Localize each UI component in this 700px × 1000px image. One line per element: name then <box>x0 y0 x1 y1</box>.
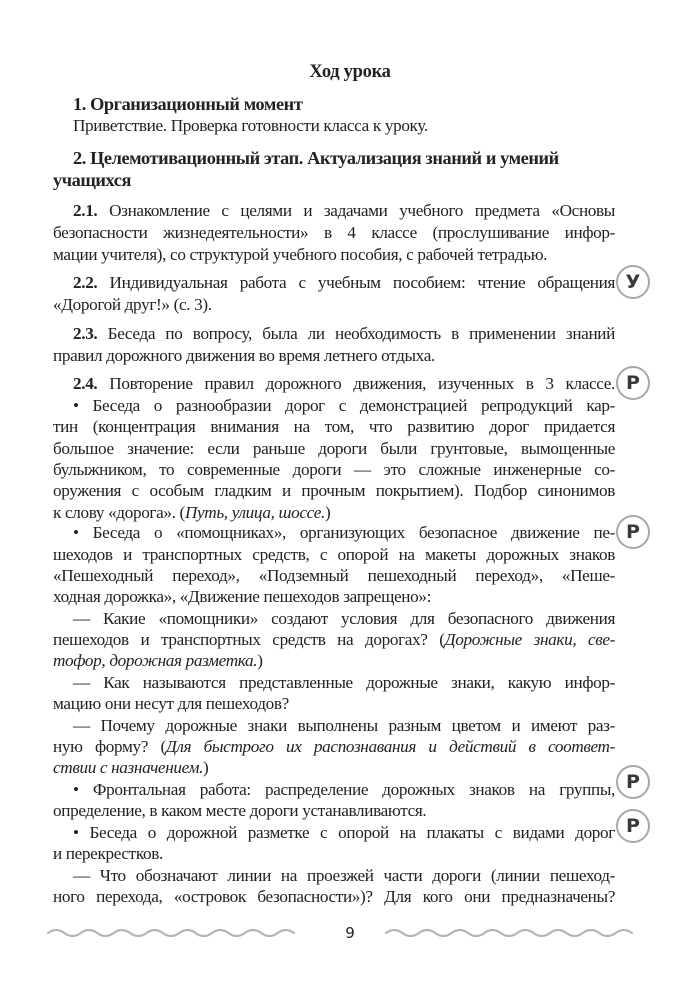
page-number: 9 <box>345 924 355 942</box>
text: Индивидуальная работа с учебным пособием: чтение обращения <box>97 273 615 292</box>
bullet-1-line: тин (концентрация внимания на том, что развитию дорог придается <box>53 417 615 436</box>
italic-answer: тофор, дорожная разметка. <box>53 651 258 670</box>
paragraph-2-1-line-3: мации учителя), со структурой учебного пособия, с рабочей тетрадью. <box>53 245 548 264</box>
bullet-2-line: «Пешеходный переход», «Подземный пешеходный переход», «Пеше- <box>53 566 615 585</box>
text: Повторение правил дорожного движения, изученных в 3 классе. <box>97 374 615 393</box>
paragraph-number: 2.2. <box>73 273 98 292</box>
question-4-line-2: ного перехода, «островок безопасности»)? Для кого они предназначены? <box>53 887 615 906</box>
badge-r-icon: Р <box>616 515 650 549</box>
question-4-line-1: — Что обозначают линии на проезжей части дороги (линии пешеход- <box>73 866 615 885</box>
page-title: Ход урока <box>309 62 391 82</box>
section-1-text: Приветствие. Проверка готовности класса к уроку. <box>73 116 428 135</box>
text: ) <box>324 503 331 522</box>
text: ную форму? ( <box>53 737 166 756</box>
question-1-line-1: — Какие «помощники» создают условия для безопасного движения <box>73 609 615 628</box>
bullet-4-line-1: • Беседа о дорожной разметке с опорой на плакаты с видами дорог <box>73 823 615 842</box>
question-3-line-1: — Почему дорожные знаки выполнены разным цветом и имеют раз- <box>73 716 615 735</box>
section-2-heading-line-2: учащихся <box>53 170 131 190</box>
question-2-line-1: — Как называются представленные дорожные знаки, какую инфор- <box>73 673 615 692</box>
badge-u-icon: У <box>616 265 650 299</box>
badge-r-icon: Р <box>616 366 650 400</box>
text: к слову «дорога». ( <box>53 503 185 522</box>
bullet-3-line-2: определение, в каком месте дороги устанавливаются. <box>53 801 427 820</box>
bullet-2-line: шеходов и транспортных средств, с опорой на макеты дорожных знаков <box>53 545 615 564</box>
paragraph-2-1-line-2: безопасности жизнедеятельности» в 4 классе (прослушивание инфор- <box>53 223 615 242</box>
italic-answer: Путь, улица, шоссе. <box>184 503 325 522</box>
bullet-1-line: булыжником, то современные дороги — это сложные инженерные со- <box>53 460 615 479</box>
bullet-3-line-1: • Фронтальная работа: распределение дорожных знаков на группы, <box>73 780 615 799</box>
paragraph-number: 2.4. <box>73 374 98 393</box>
bullet-1-line: • Беседа о разнообразии дорог с демонстрацией репродукций кар- <box>73 396 615 415</box>
bullet-1-line: большое значение: если раньше дороги были грунтовые, вымощенные <box>53 439 615 458</box>
paragraph-2-3-line-2: правил дорожного движения во время летнего отдыха. <box>53 346 435 365</box>
section-1-heading: 1. Организационный момент <box>73 94 303 114</box>
italic-answer: Дорожные знаки, све- <box>444 630 615 649</box>
text: Ознакомление с целями и задачами учебного предмета «Основы <box>97 201 615 220</box>
bullet-2-line: ходная дорожка», «Движение пешеходов запрещено»: <box>53 587 432 606</box>
question-1-line-2 <box>53 629 615 651</box>
paragraph-2-4-line-1 <box>73 373 615 395</box>
text: пешеходов и транспортных средств на дорогах? ( <box>53 630 445 649</box>
text: Беседа по вопросу, была ли необходимость в применении знаний <box>97 324 615 343</box>
badge-r-icon: Р <box>616 765 650 799</box>
paragraph-2-2-line-1 <box>73 272 615 294</box>
question-1-line-3 <box>53 650 615 672</box>
question-3-line-2 <box>53 736 615 758</box>
paragraph-2-1-line-1 <box>73 200 615 222</box>
question-2-line-2: мацию они несут для пешеходов? <box>53 694 289 713</box>
italic-answer: ствии с назначением. <box>53 758 204 777</box>
italic-answer: Для быстрого их распознавания и действий в соответ- <box>165 737 615 756</box>
bullet-4-line-2: и перекрестков. <box>53 844 163 863</box>
bullet-1-line: оружения с особым гладким и прочным покрытием). Подбор синонимов <box>53 481 615 500</box>
paragraph-2-3-line-1 <box>73 323 615 345</box>
text: ) <box>257 651 263 670</box>
text: ) <box>203 758 209 777</box>
badge-r-icon: Р <box>616 809 650 843</box>
section-2-heading-line-1: 2. Целемотивационный этап. Актуализация знаний и умений <box>73 148 559 168</box>
paragraph-2-2-line-2: «Дорогой друг!» (с. 3). <box>53 295 212 314</box>
bullet-1-line-last <box>53 502 615 524</box>
paragraph-number: 2.3. <box>73 324 98 343</box>
question-3-line-3 <box>53 757 615 779</box>
bullet-2-line: • Беседа о «помощниках», организующих безопасное движение пе- <box>73 523 615 542</box>
paragraph-number: 2.1. <box>73 201 98 220</box>
